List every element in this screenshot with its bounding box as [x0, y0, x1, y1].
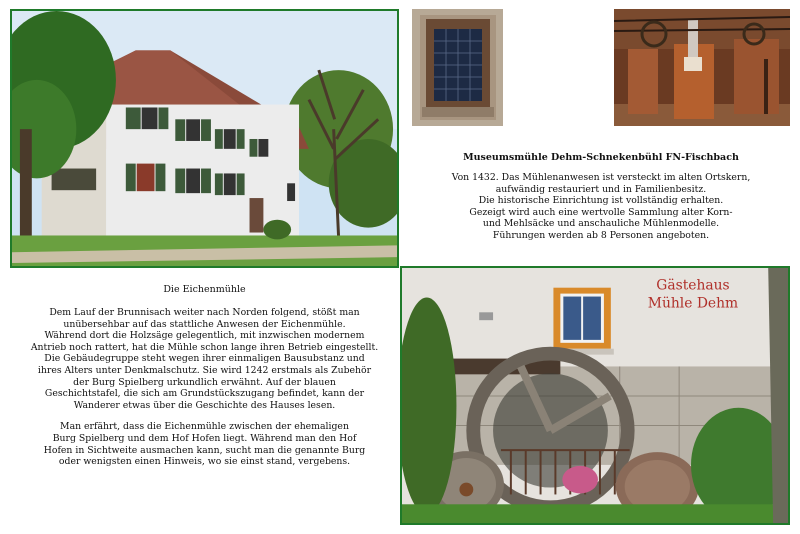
photo-window [412, 9, 503, 126]
paragraph-line: Während dort die Holzsäge gelegentlich, mit inzwischen modernem [44, 330, 365, 342]
sign-line-2: Mühle Dehm [647, 295, 739, 312]
paragraph-line: Wanderer etwas über die Geschichte des Hauses lesen. [73, 399, 336, 411]
paragraph-line: Antrieb noch rattert, hat die Mühle schon lange ihren Betrieb eingestellt. [30, 341, 379, 353]
museum-line: und Mehlsäcke und anschauliche Mühlenmodelle. [482, 218, 720, 230]
museum-line: Von 1432. Das Mühlenanwesen ist versteckt im alten Ortskern, [451, 172, 751, 183]
paragraph-line: Hofen in Sichtweite ausmachen kann, sucht man die genannte Burg [43, 444, 366, 456]
museum-line: Führungen werden ab 8 Personen angeboten. [492, 229, 710, 241]
paragraph-line: oder wenigsten einen Hinweis, wo sie einst stand, vergebens. [58, 456, 351, 468]
paragraph-line: unübersehbar auf das stattliche Anwesen der Eichenmühle. [63, 318, 346, 330]
museum-text-block [412, 152, 790, 242]
sign-line-1: Gästehaus [656, 277, 730, 294]
photo-eichenmuehle-house [10, 9, 399, 268]
paragraph-line: ihres Alters unter Denkmalschutz. Sie wird 1242 erstmals als Zubehör [37, 364, 372, 376]
museum-line: Gezeigt wird auch eine wertvolle Sammlung alter Korn- [469, 206, 733, 218]
paragraph-line: Man erfährt, dass die Eichenmühle zwischen der ehemaligen [60, 421, 349, 433]
eichenmuehle-title: Die Eichenmühle [163, 284, 246, 295]
paragraph-line: der Burg Spielberg urkundlich erwähnt. Auf der blauen [73, 376, 336, 388]
paragraph-line: Burg Spielberg und dem Hof Hofen liegt. Während man den Hof [52, 432, 357, 444]
museum-line: aufwändig restauriert und in Familienbesitz. [495, 183, 707, 195]
photo-water-wheel [400, 266, 790, 525]
museum-title: Museumsmühle Dehm-Schnekenbühl FN-Fischbach [463, 152, 739, 163]
paragraph-line: Geschichtstafel, die sich am Grundstückszugang befindet, kann der [44, 388, 365, 400]
eichenmuehle-text-block [10, 284, 399, 468]
photo-mill-interior [614, 9, 790, 126]
museum-line: Die historische Einrichtung ist vollständig erhalten. [478, 195, 724, 207]
paragraph-line: Die Gebäudegruppe steht wegen ihrer einmaligen Bausubstanz und [44, 353, 365, 365]
paragraph-line: Dem Lauf der Brunnisach weiter nach Norden folgend, stößt man [49, 307, 360, 318]
